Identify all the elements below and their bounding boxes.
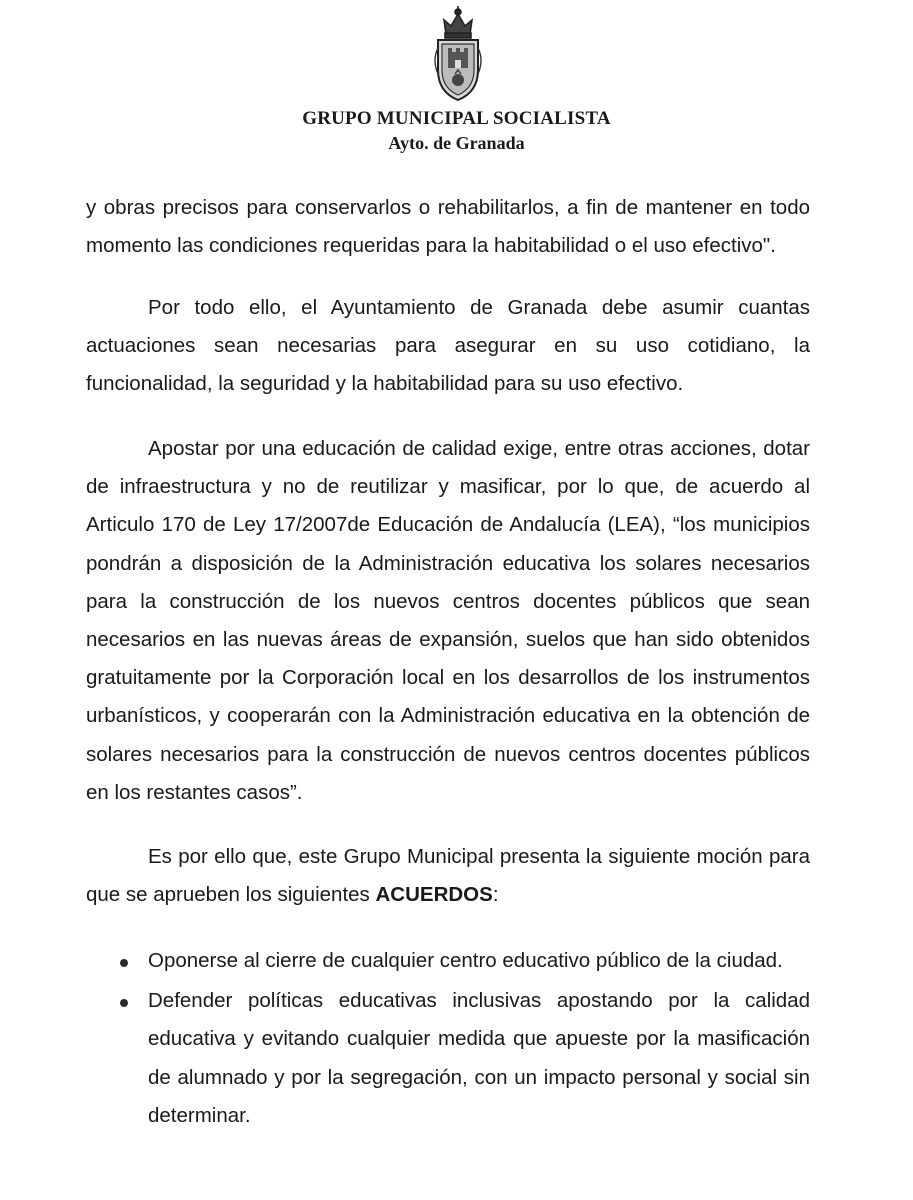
paragraph-ayuntamiento: Por todo ello, el Ayuntamiento de Granada debe asumir cuantas actuaciones sean necesarias para asegurar en su uso cotidiano, la funcionalidad, la seguridad y la habitabilidad para su uso efectivo. <box>86 296 810 396</box>
list-item <box>86 982 810 1135</box>
motion-suffix: : <box>492 883 499 907</box>
bullet-icon <box>120 999 128 1007</box>
bullet-icon <box>120 959 128 967</box>
coat-of-arms-icon <box>428 4 488 104</box>
paragraph-continuation: y obras precisos para conservarlos o rehabilitarlos, a fin de mantener en todo momento las condiciones requeridas para la habitabilidad o el uso efectivo". <box>86 196 810 258</box>
organization-subtitle: Ayto. de Granada <box>388 133 525 153</box>
list-item <box>86 942 810 980</box>
paragraph-motion-intro <box>86 838 810 914</box>
acuerdos-list <box>86 942 810 1137</box>
paragraph-lea-article: Apostar por una educación de calidad exige, entre otras acciones, dotar de infraestructura y no de reutilizar y masificar, por lo que, de acuerdo al Articulo 170 de Ley 17/2007de Educación de Andalucía (LEA), “los municipios pondrán a disposición de la Administración educativa los solares necesarios para la construcción de los nuevos centros docentes públicos que sean necesarios en las nuevas áreas de expansión, suelos que han sido obtenidos gratuitamente por la Corporación local en los desarrollos de los instrumentos urbanísticos, y cooperarán con la Administración educativa en la obtención de solares necesarios para la construcción de nuevos centros docentes públicos en los restantes casos”. <box>86 437 810 804</box>
acuerdos-keyword: ACUERDOS <box>375 883 493 907</box>
acuerdo-text: Oponerse al cierre de cualquier centro educativo público de la ciudad. <box>148 949 783 972</box>
organization-name: GRUPO MUNICIPAL SOCIALISTA <box>302 108 611 129</box>
acuerdo-text: Defender políticas educativas inclusivas apostando por la calidad educativa y evitando cualquier medida que apueste por la masificación de alumnado y por la segregación, con un impacto personal y social sin determinar. <box>148 989 810 1127</box>
motion-intro-text: Es por ello que, este Grupo Municipal presenta la siguiente moción para que se aprueben los siguientes <box>86 845 810 907</box>
